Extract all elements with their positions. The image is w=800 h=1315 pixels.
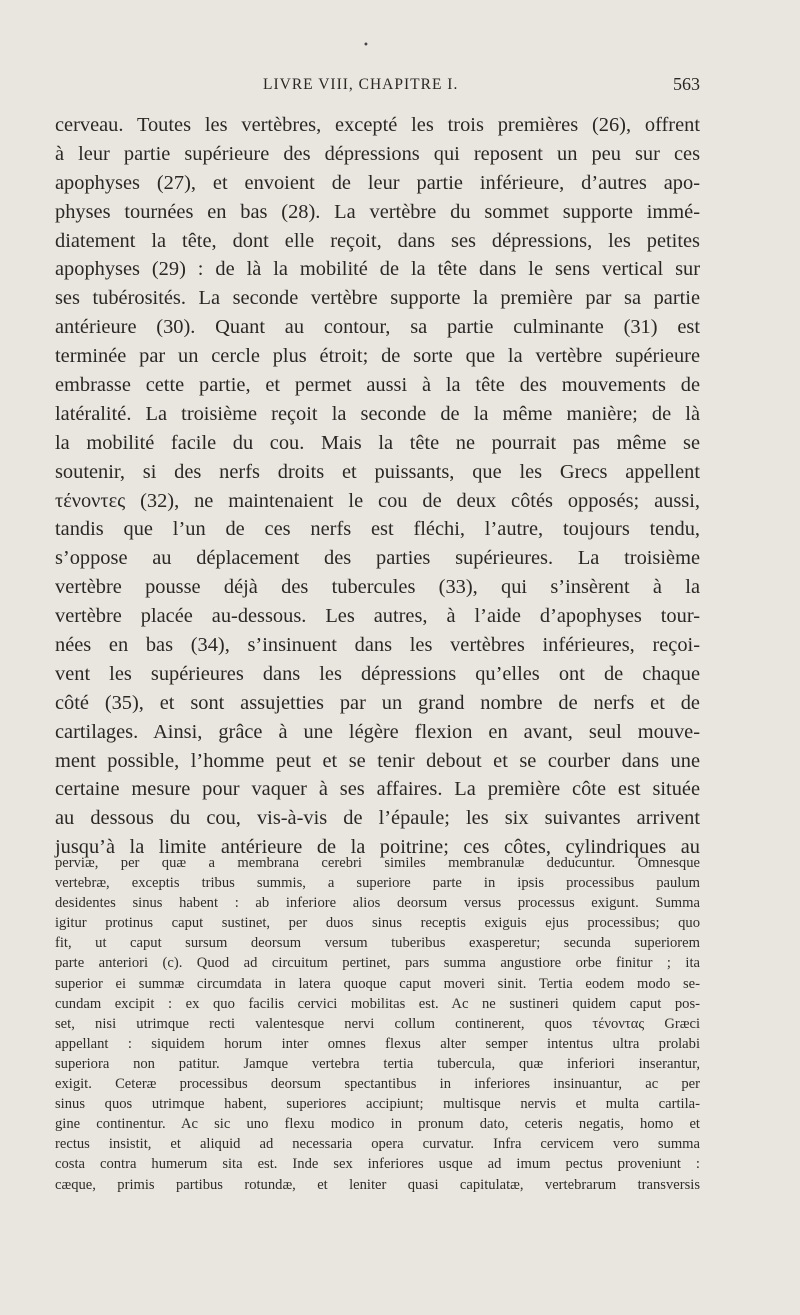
page-number: 563	[673, 74, 700, 94]
footnote-line: vertebræ, exceptis tribus summis, a superiore parte in ipsis processibus paulum	[55, 875, 700, 892]
footnote-line: fit, ut caput sursum deorsum versum tuberibus exasperetur; secunda superiorem	[55, 935, 700, 952]
body-line: soutenir, si des nerfs droits et puissants, que les Grecs appellent	[55, 460, 700, 483]
body-line: physes tournées en bas (28). La vertèbre du sommet supporte immé-	[55, 200, 700, 223]
footnote-line: parte anteriori (c). Quod ad circuitum pertinet, pars summa angustiore orbe finitur ; ita	[55, 955, 700, 972]
body-line: au dessous du cou, vis-à-vis de l’épaule; les six suivantes arrivent	[55, 807, 700, 830]
footnote-line: perviæ, per quæ a membrana cerebri similes membranulæ deducuntur. Omnesque	[55, 855, 700, 871]
footnote-line: rectus insistit, et aliquid ad necessaria opera curvatur. Infra cervicem vero summa	[55, 1136, 700, 1153]
footnote-line: appellant : siquidem horum inter omnes flexus alter semper intentus ultra prolabi	[55, 1035, 700, 1052]
footnote-line: sinus quos utrimque habent, superiores accipiunt; multisque nervis et multa cartila-	[55, 1096, 700, 1113]
body-line: cerveau. Toutes les vertèbres, excepté les trois premières (26), offrent	[55, 114, 700, 136]
body-line: cartilages. Ainsi, grâce à une légère flexion en avant, seul mouve-	[55, 720, 700, 743]
footnote-line: cundam excipit : ex quo facilis cervici mobilitas est. Ac ne sustineri quidem caput pos-	[55, 995, 700, 1012]
body-line: nées en bas (34), s’insinuent dans les vertèbres inférieures, reçoi-	[55, 634, 700, 657]
main-text	[55, 111, 700, 862]
body-line: terminée par un cercle plus étroit; de sorte que la vertèbre supérieure	[55, 345, 700, 368]
body-line: vent les supérieures dans les dépressions qu’elles ont de chaque	[55, 662, 700, 685]
footnote-line: desidentes sinus habent : ab inferiore alios deorsum versus processus exigunt. Summa	[55, 895, 700, 912]
body-line: s’oppose au déplacement des parties supérieures. La troisième	[55, 547, 700, 570]
body-line: vertèbre pousse déjà des tubercules (33), qui s’insèrent à la	[55, 576, 700, 599]
body-line: diatement la tête, dont elle reçoit, dans ses dépressions, les petites	[55, 229, 700, 252]
footnote-line: set, nisi utrimque recti valentesque nervi collum continerent, quos τένοντας Græci	[55, 1015, 700, 1032]
body-line: ment possible, l’homme peut et se tenir debout et se courber dans une	[55, 749, 700, 772]
footnote-line: superior ei summæ circumdata in latera quoque caput moveri sinit. Tertia eodem modo se-	[55, 975, 700, 992]
body-line: apophyses (29) : de là la mobilité de la tête dans le sens vertical sur	[55, 258, 700, 281]
body-line: vertèbre placée au-dessous. Les autres, à l’aide d’apophyses tour-	[55, 605, 700, 628]
body-line: à leur partie supérieure des dépressions qui reposent un peu sur ces	[55, 142, 700, 165]
footnote-line: costa contra humerum sita est. Inde sex inferiores usque ad imum pectus proveniunt :	[55, 1156, 700, 1173]
body-line: ses tubérosités. La seconde vertèbre supporte la première par sa partie	[55, 287, 700, 310]
body-line: jusqu’à la limite antérieure de la poitrine; ces côtes, cylindriques au	[55, 836, 700, 859]
body-line: tandis que l’un de ces nerfs est fléchi, l’autre, toujours tendu,	[55, 518, 700, 541]
footnote-line: cæque, primis partibus rotundæ, et leniter quasi capitulatæ, vertebrarum transversis	[55, 1176, 700, 1193]
body-line: embrasse cette partie, et permet aussi à la tête des mouvements de	[55, 374, 700, 397]
body-line: certaine mesure pour vaquer à ses affaires. La première côte est située	[55, 778, 700, 801]
footnote-line: gine continentur. Ac sic uno flexu modico in pronum dato, ceteris negatis, homo et	[55, 1116, 700, 1133]
body-line: la mobilité facile du cou. Mais la tête ne pourrait pas même se	[55, 431, 700, 454]
body-line: côté (35), et sont assujetties par un grand nombre de nerfs et de	[55, 691, 700, 714]
body-line: antérieure (30). Quant au contour, sa partie culminante (31) est	[55, 316, 700, 339]
body-line: τένοντες (32), ne maintenaient le cou de deux côtés opposés; aussi,	[55, 489, 700, 512]
body-line: latéralité. La troisième reçoit la seconde de la même manière; de là	[55, 402, 700, 425]
latin-footnote	[55, 853, 700, 1195]
running-header	[55, 74, 700, 100]
running-title: LIVRE VIII, CHAPITRE I.	[263, 76, 459, 93]
footnote-line: exigit. Ceteræ processibus deorsum spectantibus in inferiores insinuantur, ac per	[55, 1076, 700, 1093]
body-line: apophyses (27), et envoient de leur partie inférieure, d’autres apo-	[55, 171, 700, 194]
footnote-line: igitur protinus caput sustinet, per duos sinus receptis exiguis ejus processibus; quo	[55, 915, 700, 932]
footnote-line: superiora non patitur. Jamque vertebra tertia tubercula, quæ inferiori inserantur,	[55, 1055, 700, 1072]
ornament-mark: •	[363, 40, 369, 51]
